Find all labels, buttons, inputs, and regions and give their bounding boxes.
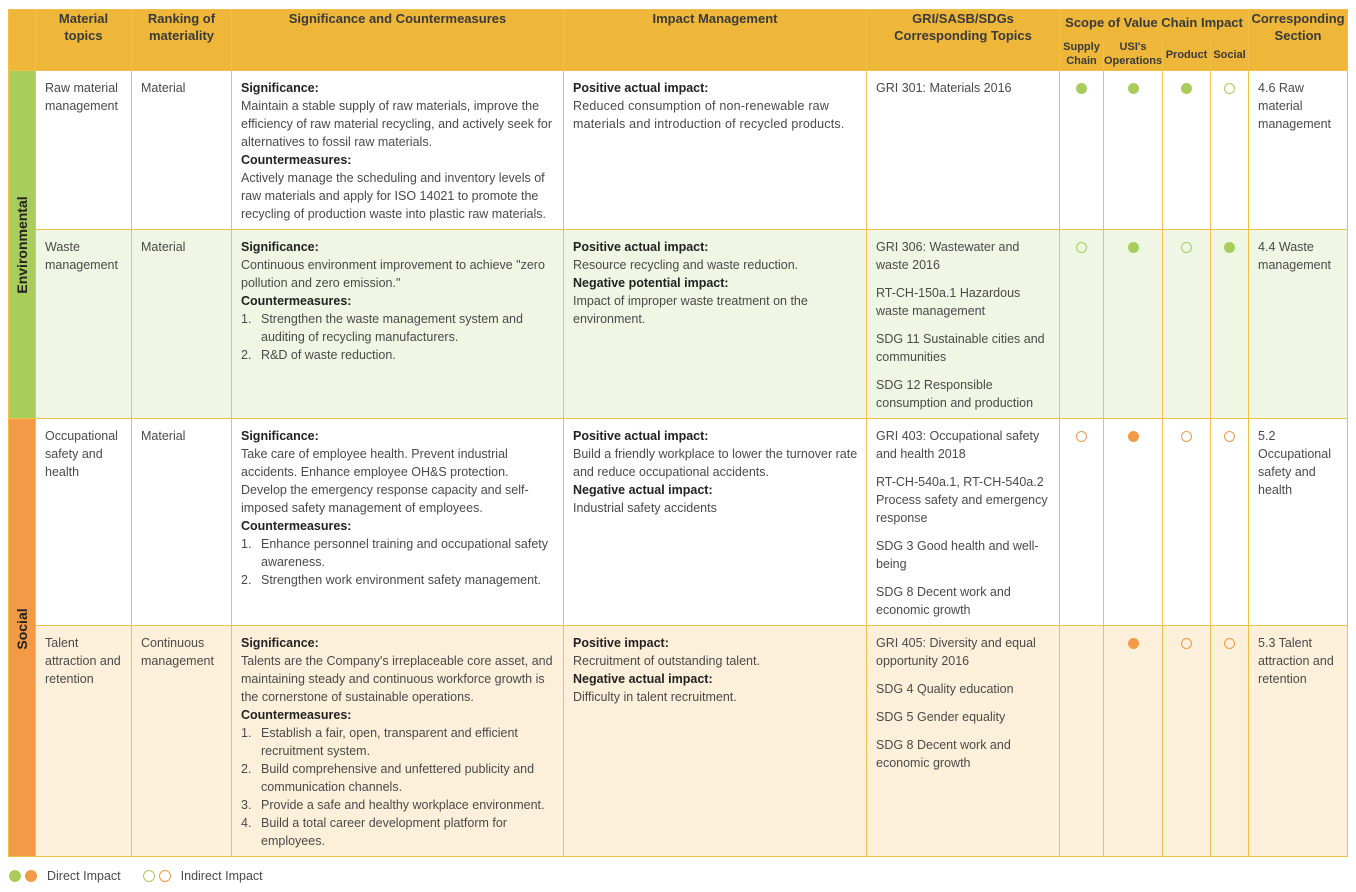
- scope-dot-social: [1224, 242, 1235, 253]
- impact-text: Reduced consumption of non-renewable raw materials and introduction of recycled products.: [573, 99, 845, 131]
- materiality-table: [8, 9, 1348, 857]
- materiality-ranking: Material: [141, 81, 186, 95]
- significance-label: Significance:: [241, 636, 319, 650]
- gri-topic: GRI 403: Occupational safety and health 2018: [876, 429, 1040, 461]
- impact-label: Negative actual impact:: [573, 672, 713, 686]
- header-impact-management: Impact Management: [564, 10, 867, 71]
- header-material-topics: Material topics: [36, 10, 132, 71]
- scope-dot-product: [1181, 83, 1192, 94]
- table-row: [9, 626, 1348, 857]
- countermeasure-item: 4. Build a total career development platform for employees.: [241, 816, 507, 848]
- countermeasure-item: 2. Build comprehensive and unfettered publicity and communication channels.: [241, 762, 535, 794]
- corresponding-section: 4.6 Raw material management: [1258, 81, 1331, 131]
- countermeasure-item: 3. Provide a safe and healthy workplace environment.: [241, 798, 545, 812]
- gri-topic: SDG 8 Decent work and economic growth: [876, 585, 1011, 617]
- impact-label: Positive actual impact:: [573, 240, 709, 254]
- corresponding-section: 5.2 Occupational safety and health: [1258, 429, 1331, 497]
- impact-label: Positive actual impact:: [573, 429, 709, 443]
- header-significance: Significance and Countermeasures: [232, 10, 564, 71]
- material-topic: Occupational safety and health: [45, 429, 118, 479]
- scope-dot-product: [1181, 431, 1192, 442]
- legend-indirect-orange-ring-icon: [159, 870, 171, 882]
- scope-dot-operations: [1128, 638, 1139, 649]
- legend-direct-orange-dot-icon: [25, 870, 37, 882]
- impact-text: Resource recycling and waste reduction.: [573, 258, 799, 272]
- legend-direct-label: Direct Impact: [47, 869, 121, 883]
- header-scope-social: Social: [1211, 40, 1249, 71]
- countermeasures-list: [241, 724, 555, 850]
- scope-dot-operations: [1128, 242, 1139, 253]
- countermeasures-label: Countermeasures:: [241, 519, 352, 533]
- materiality-ranking: Material: [141, 240, 186, 254]
- category-band-social: [9, 419, 36, 857]
- scope-dot-social: [1224, 83, 1235, 94]
- scope-dot-social: [1224, 638, 1235, 649]
- gri-topic: SDG 8 Decent work and economic growth: [876, 738, 1011, 770]
- scope-dot-product: [1181, 638, 1192, 649]
- scope-dot-social: [1224, 431, 1235, 442]
- corresponding-section: 5.3 Talent attraction and retention: [1258, 636, 1334, 686]
- countermeasure-item: 2. R&D of waste reduction.: [241, 348, 396, 362]
- header-scope-supply-chain: Supply Chain: [1060, 40, 1104, 71]
- header-category: [9, 10, 36, 71]
- materiality-ranking: Continuous management: [141, 636, 214, 668]
- header-ranking: Ranking of materiality: [132, 10, 232, 71]
- countermeasures-label: Countermeasures:: [241, 294, 352, 308]
- gri-topic: GRI 405: Diversity and equal opportunity 2016: [876, 636, 1036, 668]
- gri-topic: RT-CH-150a.1 Hazardous waste management: [876, 286, 1021, 318]
- significance-label: Significance:: [241, 240, 319, 254]
- impact-text: Recruitment of outstanding talent.: [573, 654, 760, 668]
- material-topic: Raw material management: [45, 81, 118, 113]
- impact-text: Impact of improper waste treatment on the environment.: [573, 294, 808, 326]
- significance-text: Continuous environment improvement to achieve "zero pollution and zero emission.": [241, 258, 545, 290]
- category-band-environmental: [9, 71, 36, 419]
- impact-text: Difficulty in talent recruitment.: [573, 690, 737, 704]
- scope-dot-operations: [1128, 83, 1139, 94]
- countermeasures-text: Actively manage the scheduling and inventory levels of raw materials and apply for ISO 14021 to promote the recycling of production waste into plastic raw materials.: [241, 171, 546, 221]
- gri-topic: GRI 306: Wastewater and waste 2016: [876, 240, 1020, 272]
- legend: [9, 867, 263, 885]
- category-label-social: Social: [14, 608, 30, 650]
- header-scope-product: Product: [1163, 40, 1211, 71]
- table-row: [9, 71, 1348, 230]
- scope-dot-product: [1181, 242, 1192, 253]
- impact-label: Positive impact:: [573, 636, 669, 650]
- materiality-ranking: Material: [141, 429, 186, 443]
- header-scope-operations: USI's Operations: [1104, 40, 1163, 71]
- countermeasures-list: [241, 535, 555, 589]
- header-scope: Scope of Value Chain Impact: [1060, 10, 1249, 40]
- gri-topic: SDG 4 Quality education: [876, 682, 1014, 696]
- countermeasure-item: 1. Enhance personnel training and occupational safety awareness.: [241, 537, 549, 569]
- impact-label: Negative potential impact:: [573, 276, 729, 290]
- material-topic: Waste management: [45, 240, 118, 272]
- table-row: [9, 230, 1348, 419]
- scope-dot-supply-chain: [1076, 83, 1087, 94]
- significance-label: Significance:: [241, 81, 319, 95]
- scope-dot-supply-chain: [1076, 242, 1087, 253]
- table-row: [9, 419, 1348, 626]
- category-label-environmental: Environmental: [14, 195, 30, 294]
- material-topic: Talent attraction and retention: [45, 636, 121, 686]
- gri-topic: SDG 12 Responsible consumption and production: [876, 378, 1034, 410]
- countermeasure-item: 1. Strengthen the waste management system and auditing of recycling manufacturers.: [241, 312, 523, 344]
- countermeasures-label: Countermeasures:: [241, 153, 352, 167]
- header-gri: GRI/SASB/SDGs Corresponding Topics: [867, 10, 1060, 71]
- legend-direct-green-dot-icon: [9, 870, 21, 882]
- significance-text: Take care of employee health. Prevent industrial accidents. Enhance employee OH&S protection. Develop the emergency response capacity and self-imposed safety management of employees.: [241, 447, 529, 515]
- scope-dot-supply-chain: [1076, 431, 1087, 442]
- significance-label: Significance:: [241, 429, 319, 443]
- scope-dot-operations: [1128, 431, 1139, 442]
- impact-label: Positive actual impact:: [573, 81, 709, 95]
- significance-text: Maintain a stable supply of raw materials, improve the efficiency of raw material recycling, and actively seek for alternatives to fossil raw materials.: [241, 99, 553, 149]
- countermeasure-item: 1. Establish a fair, open, transparent and efficient recruitment system.: [241, 726, 518, 758]
- gri-topic: SDG 3 Good health and well-being: [876, 539, 1039, 571]
- gri-topic: GRI 301: Materials 2016: [876, 81, 1012, 95]
- corresponding-section: 4.4 Waste management: [1258, 240, 1331, 272]
- impact-text: Build a friendly workplace to lower the turnover rate and reduce occupational accidents.: [573, 447, 858, 479]
- impact-label: Negative actual impact:: [573, 483, 713, 497]
- gri-topic: SDG 5 Gender equality: [876, 710, 1006, 724]
- countermeasures-list: [241, 310, 555, 364]
- header-section: Corresponding Section: [1249, 10, 1348, 71]
- significance-text: Talents are the Company's irreplaceable core asset, and maintaining steady and continuous workforce growth is the cornerstone of sustainable operations.: [241, 654, 553, 704]
- legend-indirect-green-ring-icon: [143, 870, 155, 882]
- countermeasures-label: Countermeasures:: [241, 708, 352, 722]
- impact-text: Industrial safety accidents: [573, 501, 717, 515]
- countermeasure-item: 2. Strengthen work environment safety management.: [241, 573, 542, 587]
- gri-topic: SDG 11 Sustainable cities and communities: [876, 332, 1045, 364]
- legend-indirect-label: Indirect Impact: [180, 869, 263, 883]
- gri-topic: RT-CH-540a.1, RT-CH-540a.2 Process safety and emergency response: [876, 475, 1048, 525]
